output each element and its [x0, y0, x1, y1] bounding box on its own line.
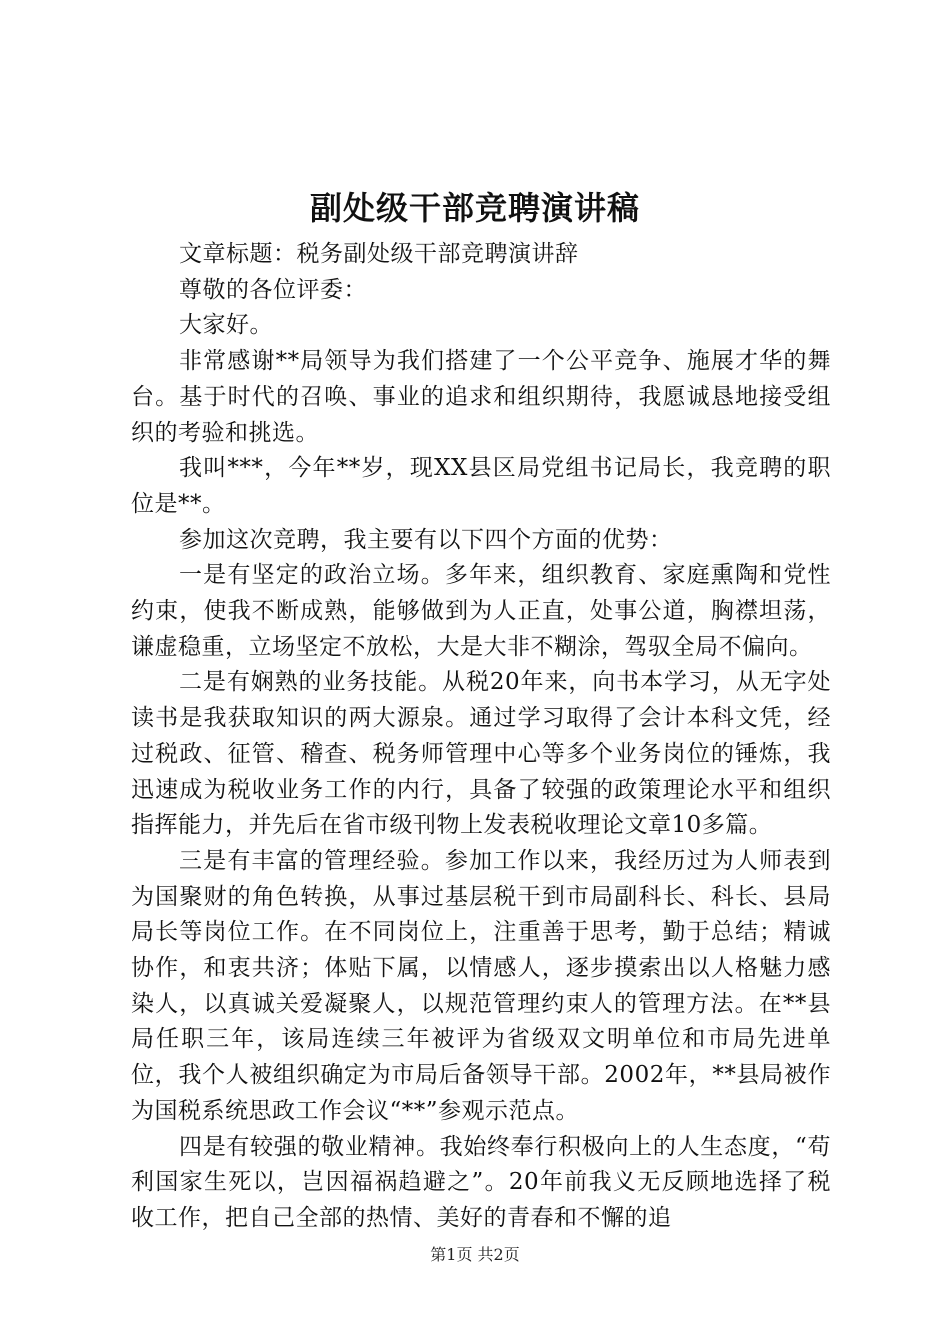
paragraph-greeting: 大家好。: [179, 312, 273, 339]
paragraph-advantage-dedication: 四是有较强的敬业精神。我始终奉行积极向上的人生态度，“苟利国家生死以，岂因福祸趋避之”。20年前我义无反顾地选择了税收工作，把自己全部的热情、美好的青春和不懈的追: [131, 1133, 831, 1231]
document-body: [131, 237, 831, 1237]
paragraph-thanks: 非常感谢**局领导为我们搭建了一个公平竞争、施展才华的舞台。基于时代的召唤、事业的追求和组织期待，我愿诚恳地接受组织的考验和挑选。: [131, 348, 831, 446]
paragraph-salutation: 尊敬的各位评委：: [179, 276, 367, 303]
paragraph-introduction: 我叫***，今年**岁，现XX县区局党组书记局长，我竞聘的职位是**。: [131, 455, 831, 517]
document-title: 副处级干部竞聘演讲稿: [309, 189, 640, 227]
paragraph-advantage-management: 三是有丰富的管理经验。参加工作以来，我经历过为人师表到为国聚财的角色转换，从事过基层税干到市局副科长、科长、县局局长等岗位工作。在不同岗位上，注重善于思考，勤于总结；精诚协作，和衷共济；体贴下属，以情感人，逐步摸索出以人格魅力感染人，以真诚关爱凝聚人，以规范管理约束人的管理方法。在**县局任职三年，该局连续三年被评为省级双文明单位和市局先进单位，我个人被组织确定为市局后备领导干部。2002年，**县局被作为国税系统思政工作会议“**”参观示范点。: [131, 847, 831, 1124]
paragraph-article-title: 文章标题：税务副处级干部竞聘演讲辞: [179, 241, 579, 267]
paragraph-advantages-intro: 参加这次竞聘，我主要有以下四个方面的优势：: [179, 526, 673, 553]
paragraph-advantage-political: 一是有坚定的政治立场。多年来，组织教育、家庭熏陶和党性约束，使我不断成熟，能够做到为人正直，处事公道，胸襟坦荡，谦虚稳重，立场坚定不放松，大是大非不糊涂，驾驭全局不偏向。: [131, 562, 831, 660]
paragraph-advantage-skills: 二是有娴熟的业务技能。从税20年来，向书本学习，从无字处读书是我获取知识的两大源泉。通过学习取得了会计本科文凭，经过税政、征管、稽查、税务师管理中心等多个业务岗位的锤炼，我迅速成为税收业务工作的内行，具备了较强的政策理论水平和组织指挥能力，并先后在省市级刊物上发表税收理论文章10多篇。: [131, 669, 831, 839]
page-footer: 第1页 共2页: [430, 1245, 520, 1264]
